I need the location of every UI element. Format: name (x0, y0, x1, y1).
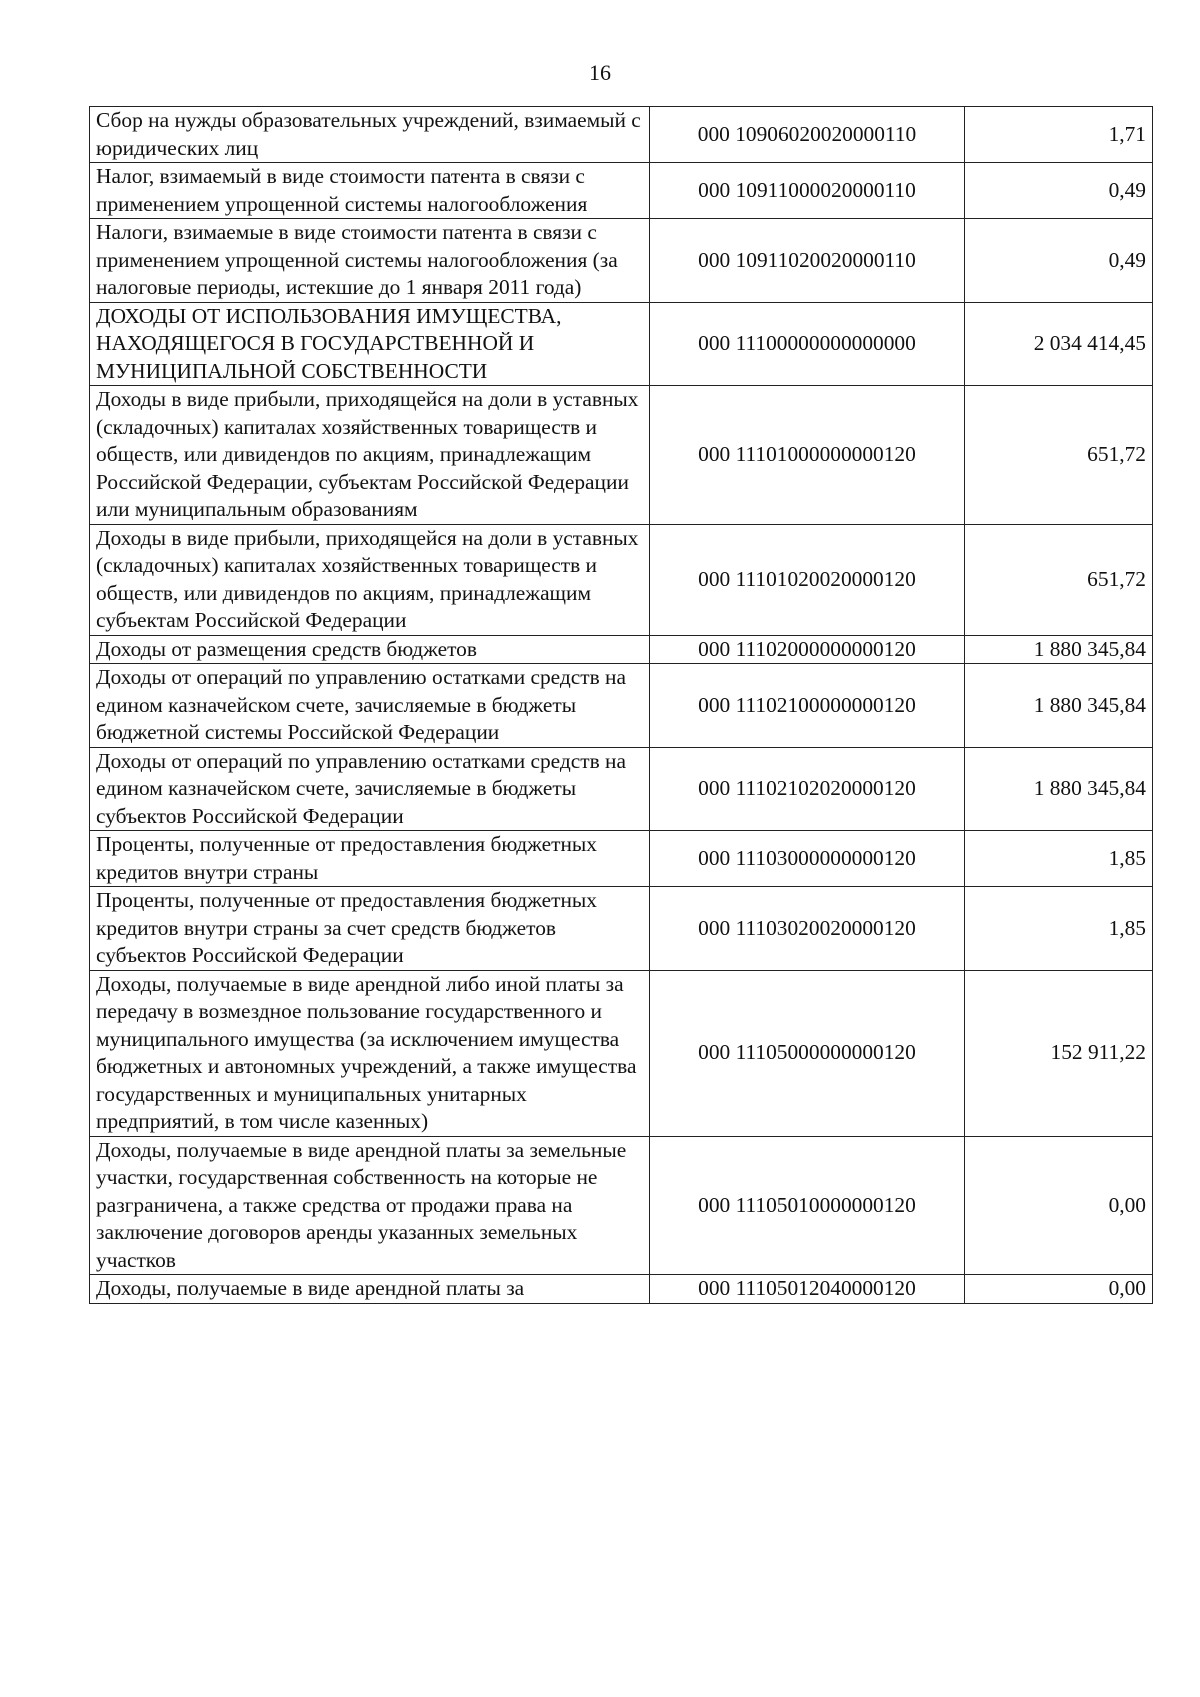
budget-classification-code: 000 11105012040000120 (650, 1275, 965, 1304)
revenue-name: Налоги, взимаемые в виде стоимости патента в связи с применением упрощенной системы налогообложения (за налоговые периоды, истекшие до 1 января 2011 года) (90, 219, 650, 303)
revenue-amount: 0,00 (965, 1136, 1153, 1275)
table-row (90, 887, 1153, 971)
table-row (90, 970, 1153, 1136)
table-row (90, 107, 1153, 163)
table-row (90, 635, 1153, 664)
table-row (90, 386, 1153, 525)
budget-revenue-table (89, 106, 1153, 1304)
revenue-amount: 0,49 (965, 219, 1153, 303)
budget-classification-code: 000 11103000000000120 (650, 831, 965, 887)
revenue-name: Доходы от размещения средств бюджетов (90, 635, 650, 664)
page-number: 16 (589, 60, 611, 85)
revenue-name: Доходы в виде прибыли, приходящейся на доли в уставных (складочных) капиталах хозяйственных товариществ и обществ, или дивидендов по акциям, принадлежащим Российской Федерации, субъектам Российской Федерации или муниципальным образованиям (90, 386, 650, 525)
revenue-name: Проценты, полученные от предоставления бюджетных кредитов внутри страны за счет средств бюджетов субъектов Российской Федерации (90, 887, 650, 971)
revenue-amount: 1 880 345,84 (965, 664, 1153, 748)
revenue-name: Доходы, получаемые в виде арендной либо иной платы за передачу в возмездное пользование государственного и муниципального имущества (за исключением имущества бюджетных и автономных учреждений, а также имущества государственных и муниципальных унитарных предприятий, в том числе казенных) (90, 970, 650, 1136)
revenue-name: Проценты, полученные от предоставления бюджетных кредитов внутри страны (90, 831, 650, 887)
table-row (90, 524, 1153, 635)
table-body (90, 107, 1153, 1304)
budget-classification-code: 000 11102102020000120 (650, 747, 965, 831)
revenue-name: Доходы, получаемые в виде арендной платы за (90, 1275, 650, 1304)
revenue-name: ДОХОДЫ ОТ ИСПОЛЬЗОВАНИЯ ИМУЩЕСТВА, НАХОДЯЩЕГОСЯ В ГОСУДАРСТВЕННОЙ И МУНИЦИПАЛЬНОЙ СОБСТВЕННОСТИ (90, 302, 650, 386)
revenue-name: Доходы, получаемые в виде арендной платы за земельные участки, государственная собственность на которые не разграничена, а также средства от продажи права на заключение договоров аренды указанных земельных участков (90, 1136, 650, 1275)
budget-classification-code: 000 11102000000000120 (650, 635, 965, 664)
table-row (90, 831, 1153, 887)
budget-classification-code: 000 10911000020000110 (650, 163, 965, 219)
revenue-amount: 1,85 (965, 887, 1153, 971)
budget-classification-code: 000 10911020020000110 (650, 219, 965, 303)
revenue-amount: 1,71 (965, 107, 1153, 163)
revenue-name: Налог, взимаемый в виде стоимости патента в связи с применением упрощенной системы налогообложения (90, 163, 650, 219)
revenue-amount: 0,49 (965, 163, 1153, 219)
table-row (90, 219, 1153, 303)
table-row (90, 1136, 1153, 1275)
revenue-name: Доходы от операций по управлению остатками средств на едином казначейском счете, зачисляемые в бюджеты бюджетной системы Российской Федерации (90, 664, 650, 748)
revenue-name: Доходы от операций по управлению остатками средств на едином казначейском счете, зачисляемые в бюджеты субъектов Российской Федерации (90, 747, 650, 831)
revenue-amount: 651,72 (965, 386, 1153, 525)
budget-classification-code: 000 11105010000000120 (650, 1136, 965, 1275)
budget-classification-code: 000 11100000000000000 (650, 302, 965, 386)
revenue-name: Сбор на нужды образовательных учреждений, взимаемый с юридических лиц (90, 107, 650, 163)
budget-classification-code: 000 11101000000000120 (650, 386, 965, 525)
revenue-amount: 2 034 414,45 (965, 302, 1153, 386)
revenue-amount: 1 880 345,84 (965, 747, 1153, 831)
table-row (90, 1275, 1153, 1304)
table-row (90, 302, 1153, 386)
budget-classification-code: 000 11102100000000120 (650, 664, 965, 748)
revenue-amount: 1,85 (965, 831, 1153, 887)
budget-classification-code: 000 10906020020000110 (650, 107, 965, 163)
revenue-amount: 651,72 (965, 524, 1153, 635)
budget-classification-code: 000 11101020020000120 (650, 524, 965, 635)
revenue-amount: 1 880 345,84 (965, 635, 1153, 664)
budget-classification-code: 000 11103020020000120 (650, 887, 965, 971)
budget-classification-code: 000 11105000000000120 (650, 970, 965, 1136)
revenue-amount: 0,00 (965, 1275, 1153, 1304)
table-row (90, 747, 1153, 831)
revenue-name: Доходы в виде прибыли, приходящейся на доли в уставных (складочных) капиталах хозяйственных товариществ и обществ, или дивидендов по акциям, принадлежащим субъектам Российской Федерации (90, 524, 650, 635)
table-row (90, 664, 1153, 748)
table-row (90, 163, 1153, 219)
revenue-amount: 152 911,22 (965, 970, 1153, 1136)
